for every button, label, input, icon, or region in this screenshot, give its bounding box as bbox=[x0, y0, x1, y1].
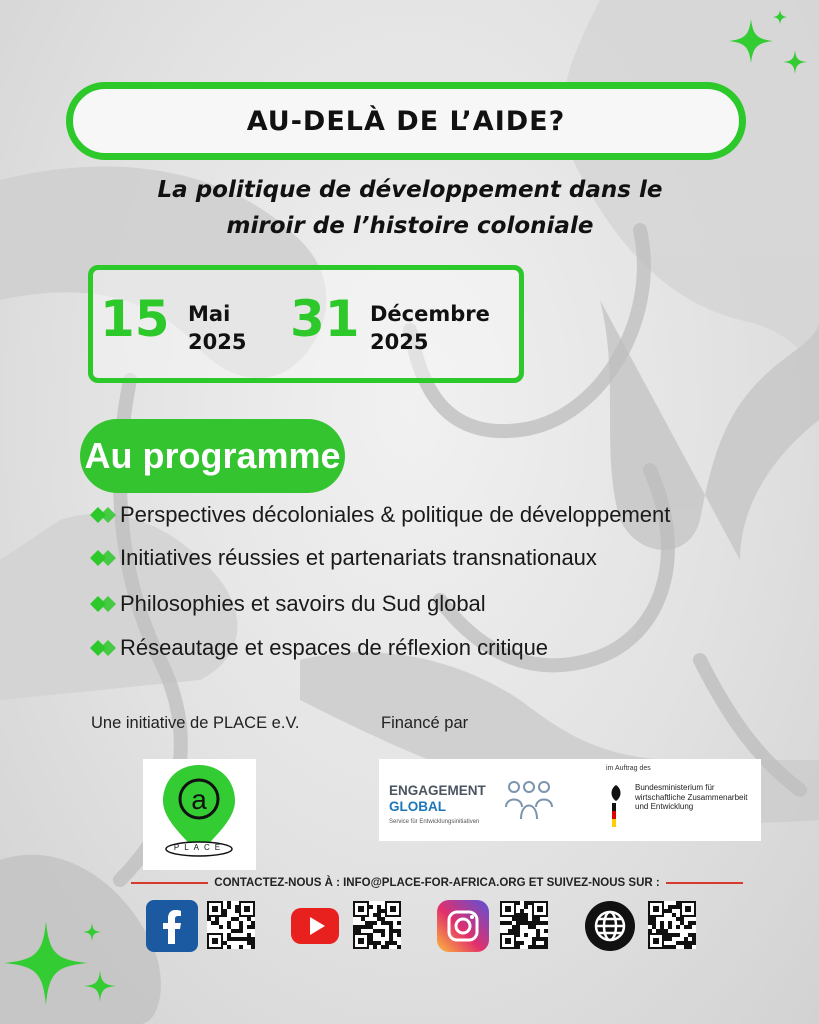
start-month: Mai bbox=[188, 302, 231, 326]
end-year: 2025 bbox=[370, 330, 429, 354]
end-day: 31 bbox=[290, 290, 360, 348]
double-diamond-icon bbox=[90, 639, 118, 657]
program-item-text: Philosophies et savoirs du Sud global bbox=[120, 591, 486, 616]
people-icon bbox=[503, 779, 555, 823]
initiative-label: Une initiative de PLACE e.V. bbox=[91, 714, 300, 732]
bmz-auftrag-label: im Auftrag des bbox=[606, 765, 651, 772]
program-item bbox=[90, 545, 597, 571]
end-month: Décembre bbox=[370, 302, 490, 326]
place-logo-text: PLACE bbox=[173, 843, 226, 852]
qr-code-instagram[interactable] bbox=[500, 901, 548, 949]
program-item bbox=[90, 635, 548, 661]
event-title: AU-DELÀ DE L’AIDE? bbox=[246, 105, 566, 137]
program-item-text: Perspectives décoloniales & politique de développement bbox=[120, 502, 671, 527]
start-year: 2025 bbox=[188, 330, 247, 354]
funded-label: Financé par bbox=[381, 714, 469, 732]
subtitle-line-1: La politique de développement dans le bbox=[157, 177, 663, 203]
svg-text:a: a bbox=[191, 784, 207, 815]
double-diamond-icon bbox=[90, 506, 118, 524]
instagram-icon[interactable] bbox=[437, 900, 489, 952]
program-item-text: Réseautage et espaces de réflexion critique bbox=[120, 635, 549, 660]
program-item-text: Initiatives réussies et partenariats transnationaux bbox=[120, 545, 597, 570]
engagement-global-tagline: Service für Entwicklungsinitiativen bbox=[389, 819, 480, 825]
bmz-line-2: wirtschaftliche Zusammenarbeit bbox=[635, 792, 748, 802]
start-month-year bbox=[188, 300, 246, 356]
contact-line bbox=[131, 877, 743, 889]
program-item bbox=[90, 502, 670, 528]
event-subtitle bbox=[100, 172, 720, 244]
youtube-icon[interactable] bbox=[289, 900, 341, 952]
german-eagle-flag-icon bbox=[606, 783, 626, 831]
end-month-year bbox=[370, 300, 490, 356]
sparkle-icon-bottom-left bbox=[0, 915, 140, 1024]
qr-code-facebook[interactable] bbox=[207, 901, 255, 949]
funders-logo-strip bbox=[379, 759, 761, 841]
qr-code-youtube[interactable] bbox=[353, 901, 401, 949]
title-box bbox=[66, 82, 746, 160]
place-pin-icon bbox=[143, 759, 256, 870]
place-logo bbox=[143, 759, 256, 870]
contact-text: CONTACTEZ-NOUS À : INFO@PLACE-FOR-AFRICA.ORG ET SUIVEZ-NOUS SUR : bbox=[214, 877, 660, 889]
divider bbox=[666, 882, 743, 884]
bmz-name bbox=[635, 783, 755, 812]
program-heading: Au programme bbox=[80, 419, 345, 493]
engagement-global-title: ENGAGEMENT bbox=[389, 783, 486, 798]
subtitle-line-2: miroir de l’histoire coloniale bbox=[226, 213, 594, 239]
double-diamond-icon bbox=[90, 595, 118, 613]
divider bbox=[131, 882, 208, 884]
globe-icon[interactable] bbox=[584, 900, 636, 952]
bmz-line-3: und Entwicklung bbox=[635, 802, 694, 811]
bmz-line-1: Bundesministerium für bbox=[635, 783, 715, 792]
sparkle-icon-top-right bbox=[705, 5, 819, 95]
program-item bbox=[90, 591, 486, 617]
facebook-icon[interactable] bbox=[146, 900, 198, 952]
start-day: 15 bbox=[100, 290, 170, 348]
double-diamond-icon bbox=[90, 549, 118, 567]
qr-code-website[interactable] bbox=[648, 901, 696, 949]
engagement-global-sub: GLOBAL bbox=[389, 799, 446, 814]
